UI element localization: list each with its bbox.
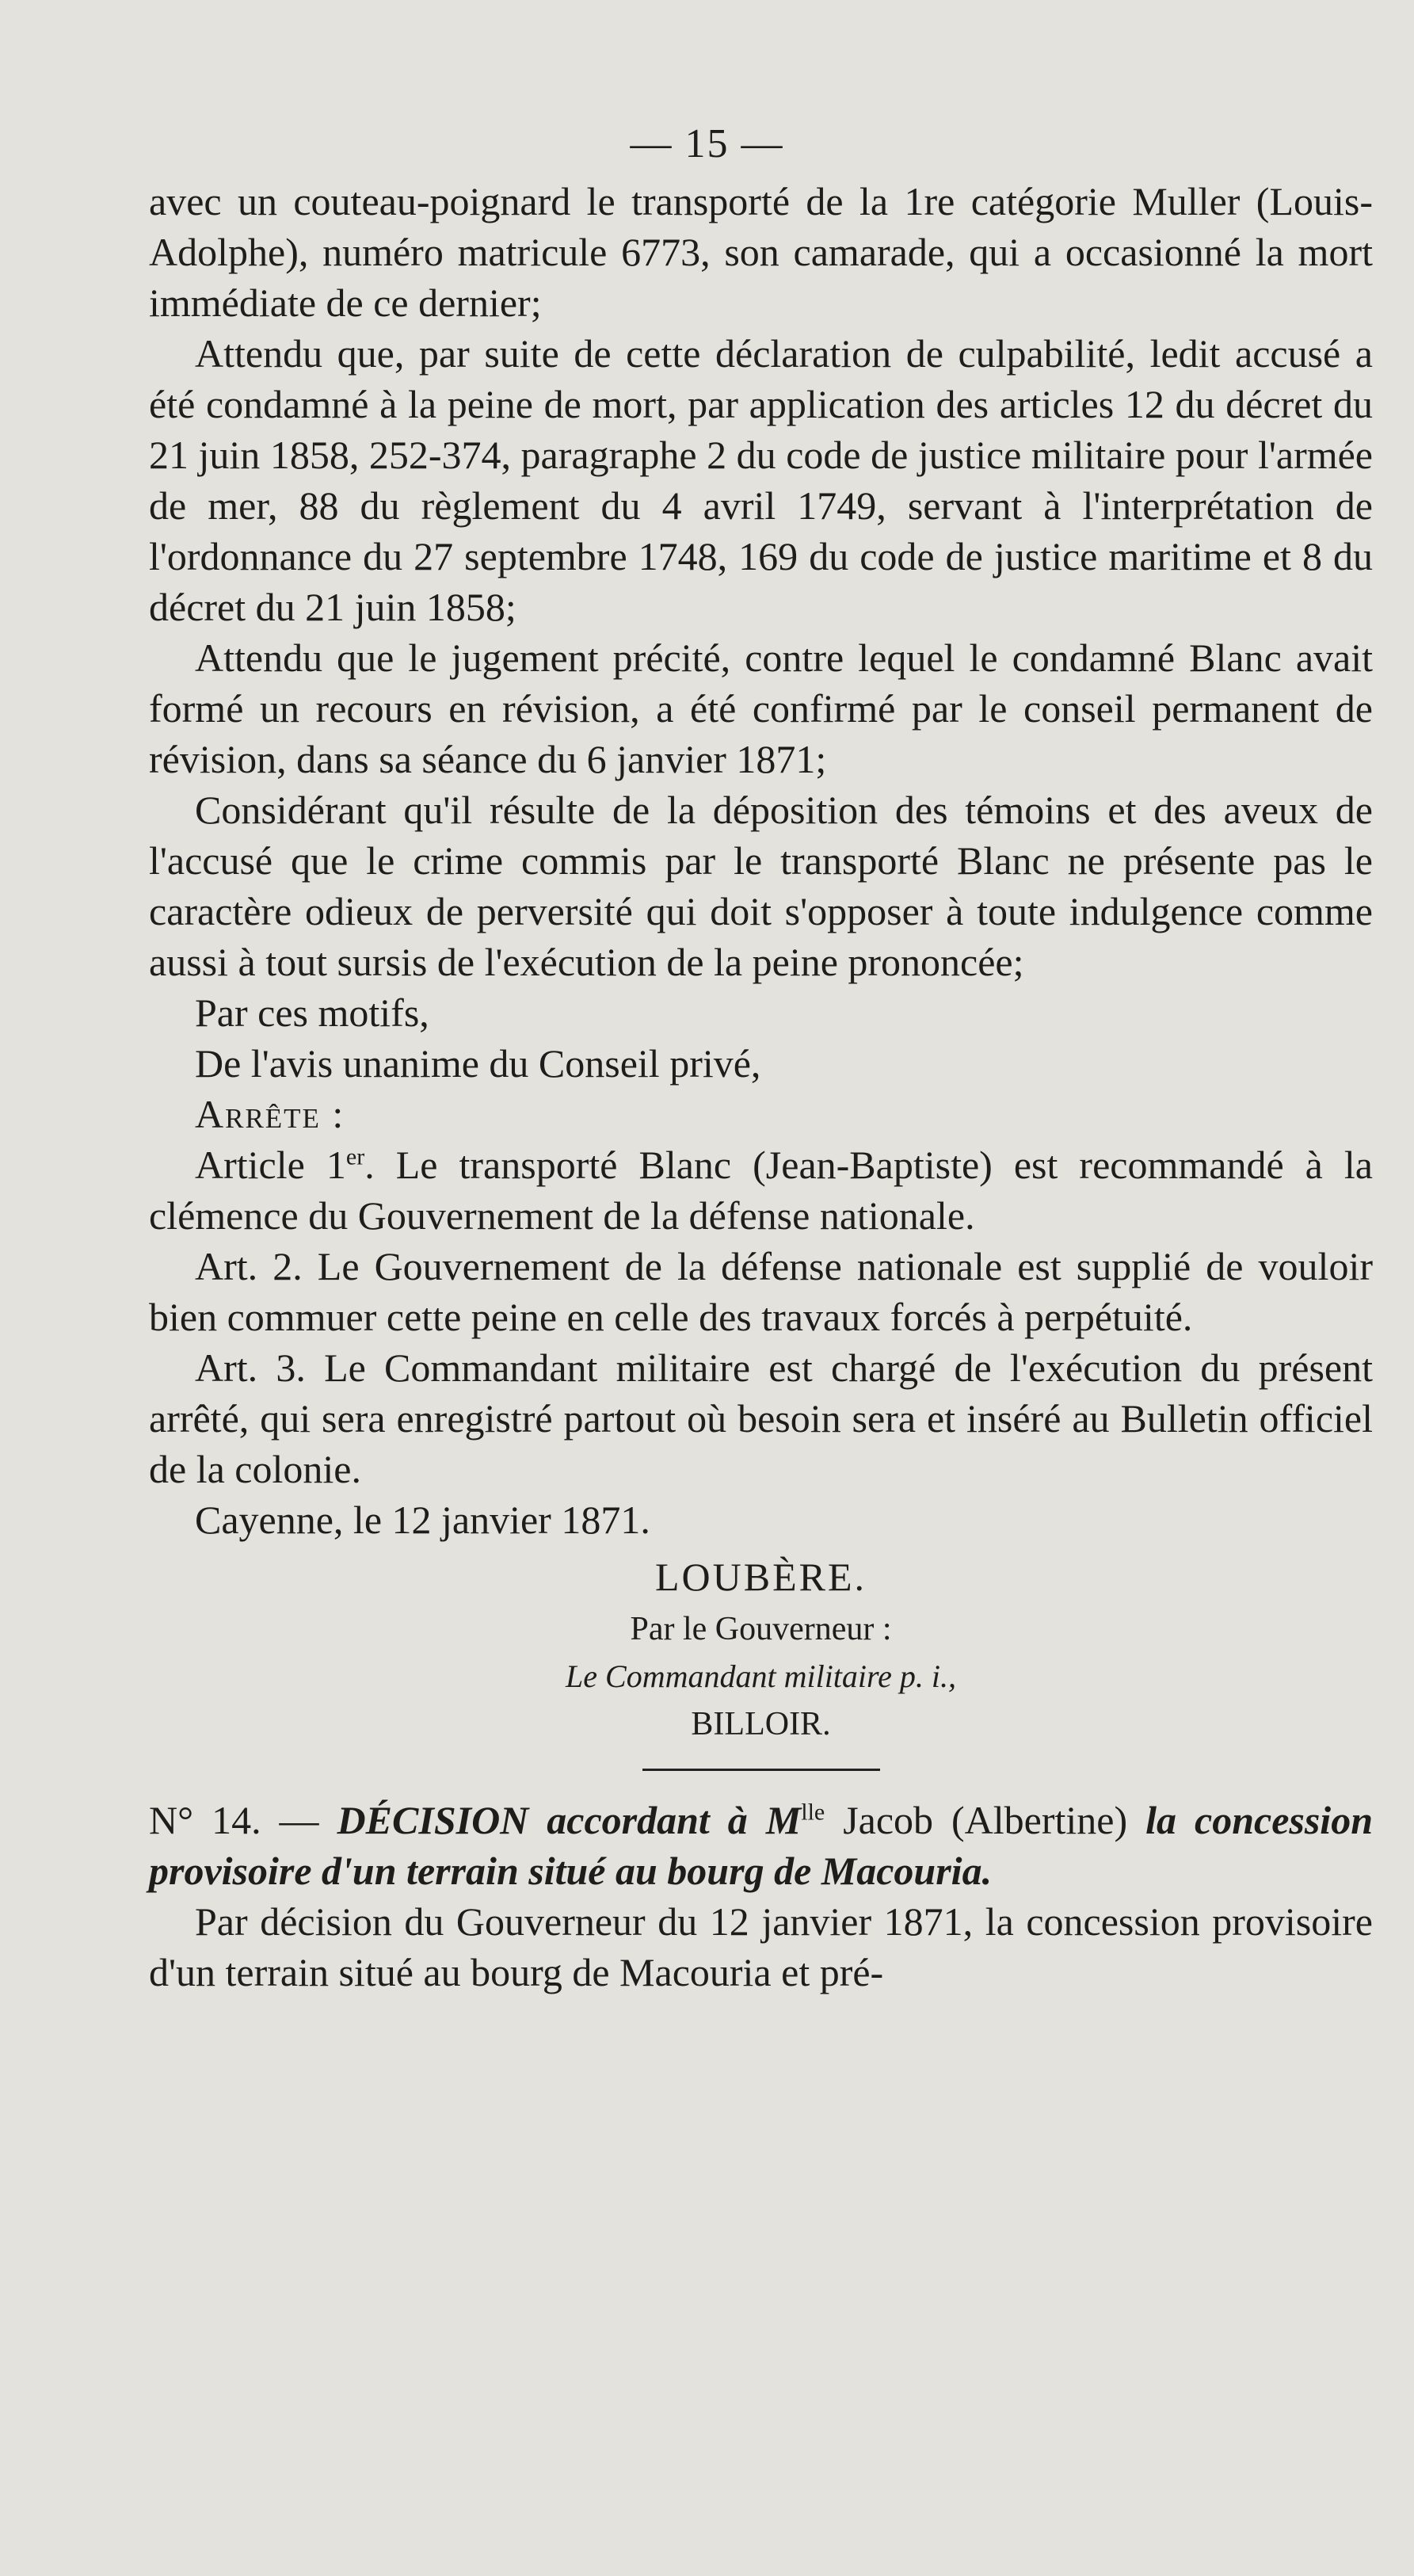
paragraph-motifs: Par ces motifs, [195,990,429,1035]
article-1-text: . Le transporté Blanc (Jean-Baptiste) est recommandé à la clémence du Gouvernement de la défense nationale. [149,1143,1373,1238]
article-1-prefix: Article 1 [195,1143,346,1187]
article-2: Art. 2. Le Gouvernement de la défense nationale est supplié de vouloir bien commuer cette peine en celle des travaux forcés à perpétuité. [149,1244,1373,1339]
signature-by-line: Par le Gouverneur : [630,1611,892,1647]
article-3: Art. 3. Le Commandant militaire est chargé de l'exécution du présent arrêté, qui sera enregistré partout où besoin sera et inséré au Bulletin officiel de la colonie. [149,1345,1373,1491]
decision-title [149,1795,1373,1896]
paragraph-considerant: Considérant qu'il résulte de la déposition des témoins et des aveux de l'accusé que le crime commis par le transporté Blanc ne présente pas le caractère odieux de perversité qui doit s'opposer à toute indulgence comme aussi à tout sursis de l'exécution de la peine prononcée; [149,788,1373,984]
paragraph-continuation: avec un couteau-poignard le transporté de la 1re catégorie Muller (Louis-Adolphe), numéro matricule 6773, son camarade, qui a occasionné la mort immédiate de ce dernier; [149,179,1373,325]
arrete-heading: Arrête : [195,1092,345,1136]
signature-second-name: BILLOIR. [691,1706,831,1742]
decision-title-part2: la concession provisoire d'un terrain situé au bourg de Macouria. [149,1798,1374,1893]
article-1-sup: er [345,1143,365,1170]
signature-name: LOUBÈRE. [654,1555,867,1599]
decision-body: Par décision du Gouverneur du 12 janvier 1871, la concession provisoire d'un terrain situé au bourg de Macouria et pré- [149,1899,1373,1994]
place-date: Cayenne, le 12 janvier 1871. [195,1498,650,1542]
paragraph-attendu-1: Attendu que, par suite de cette déclaration de culpabilité, ledit accusé a été condamné à la peine de mort, par application des articles 12 du décret du 21 juin 1858, 252-374, paragraphe 2 du code de justice militaire pour l'armée de mer, 88 du règlement du 4 avril 1749, servant à l'interprétation de l'ordonnance du 27 septembre 1748, 169 du code de justice maritime et 8 du décret du 21 juin 1858; [149,331,1373,629]
decision-title-name: Jacob (Albertine) [825,1798,1146,1842]
signature-role: Le Commandant militaire p. i., [566,1658,956,1694]
page-number: — 15 — [630,121,784,166]
article-1 [149,1139,1373,1241]
decision-title-part1: DÉCISION accordant à M [337,1798,802,1842]
section-divider [642,1769,880,1771]
page-body [149,176,1373,1998]
paragraph-attendu-2: Attendu que le jugement précité, contre lequel le condamné Blanc avait formé un recours en révision, a été confirmé par le conseil permanent de révision, dans sa séance du 6 janvier 1871; [149,635,1373,781]
decision-number: N° 14. — [149,1798,337,1842]
decision-title-sup: lle [801,1799,825,1826]
paragraph-avis: De l'avis unanime du Conseil privé, [195,1041,761,1086]
